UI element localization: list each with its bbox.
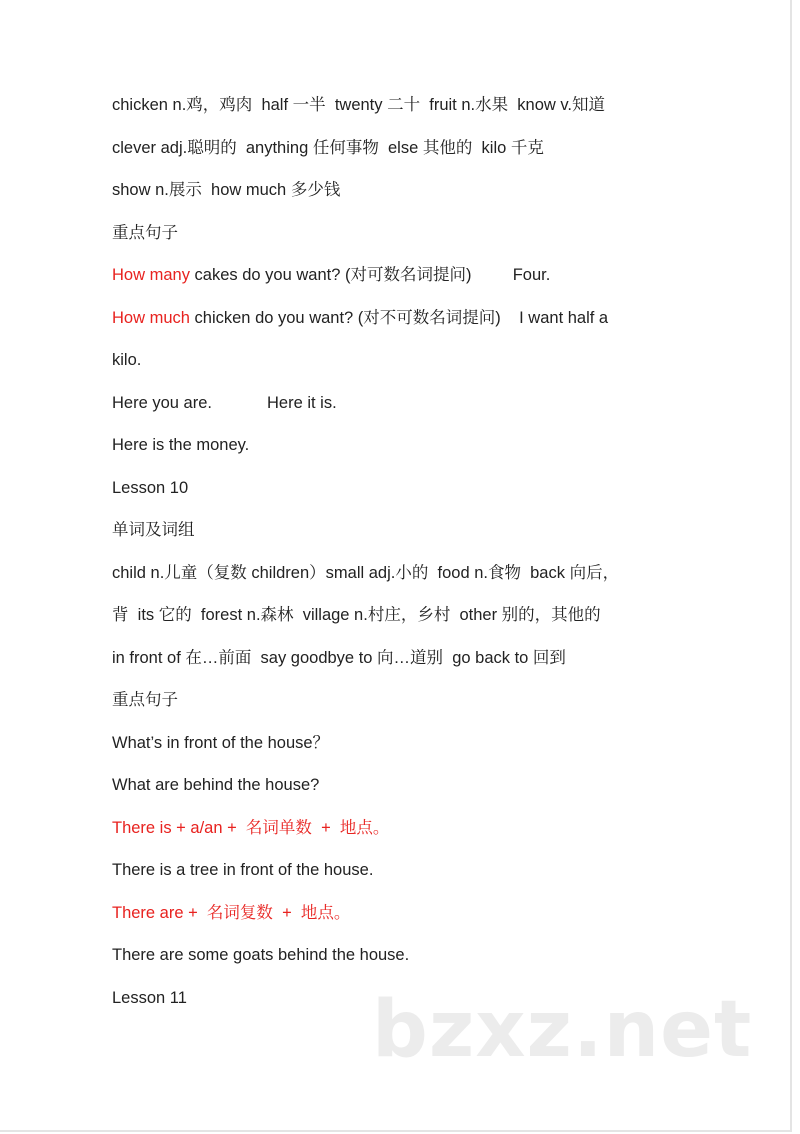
text-segment: clever adj.聪明的 anything 任何事物 else 其他的 kilo 千克 <box>112 138 544 157</box>
text-line <box>112 689 178 711</box>
text-segment: Here is the money. <box>112 436 250 454</box>
highlighted-text: How much <box>112 308 190 327</box>
text-line <box>112 477 188 499</box>
text-line <box>112 817 389 839</box>
text-segment: Lesson 11 <box>112 988 187 1007</box>
text-line <box>112 179 340 201</box>
text-segment: 重点句子 <box>112 691 178 709</box>
text-segment: There are some goats behind the house. <box>112 946 410 964</box>
text-segment: What are behind the house? <box>112 776 320 794</box>
text-segment: There is a tree in front of the house. <box>112 861 374 879</box>
text-segment: 重点句子 <box>112 223 178 242</box>
watermark: bzxz.net <box>372 985 753 1075</box>
text-line <box>112 902 350 924</box>
text-line <box>112 562 619 584</box>
text-line <box>112 859 373 881</box>
text-line <box>112 392 337 414</box>
text-segment: in front of 在…前面 say goodbye to 向…道别 go back to 回到 <box>112 648 566 667</box>
text-segment: 单词及词组 <box>112 521 195 539</box>
text-line <box>112 222 178 244</box>
text-line <box>112 264 550 286</box>
highlighted-text: There is + a/an + 名词单数 + 地点。 <box>112 818 390 837</box>
text-line <box>112 349 141 371</box>
text-line <box>112 647 566 669</box>
text-line <box>112 137 544 159</box>
text-segment: Lesson 10 <box>112 478 189 497</box>
text-segment: show n.展示 how much 多少钱 <box>112 181 341 199</box>
text-line <box>112 519 195 541</box>
text-line <box>112 434 249 456</box>
text-segment: chicken do you want? (对不可数名词提问) I want half a <box>189 308 609 327</box>
text-segment: Here you are. Here it is. <box>112 393 337 412</box>
text-line <box>112 774 319 796</box>
text-segment: cakes do you want? (对可数名词提问) Four. <box>189 266 551 284</box>
text-line <box>112 604 601 626</box>
text-segment: What’s in front of the house？ <box>112 733 330 752</box>
highlighted-text: There are + 名词复数 + 地点。 <box>112 903 351 922</box>
text-line <box>112 944 409 966</box>
text-line <box>112 94 605 116</box>
text-segment: 背 its 它的 forest n.森林 village n.村庄，乡村 other 别的，其他的 <box>112 606 601 624</box>
text-line <box>112 732 329 754</box>
text-segment: chicken n.鸡，鸡肉 half 一半 twenty 二十 fruit n.水果 know v.知道 <box>112 96 605 114</box>
text-segment: child n.儿童（复数 children）small adj.小的 food n.食物 back 向后， <box>112 563 620 582</box>
text-line <box>112 307 608 329</box>
highlighted-text: How many <box>112 266 190 284</box>
text-segment: kilo. <box>112 351 142 369</box>
text-line <box>112 987 187 1009</box>
